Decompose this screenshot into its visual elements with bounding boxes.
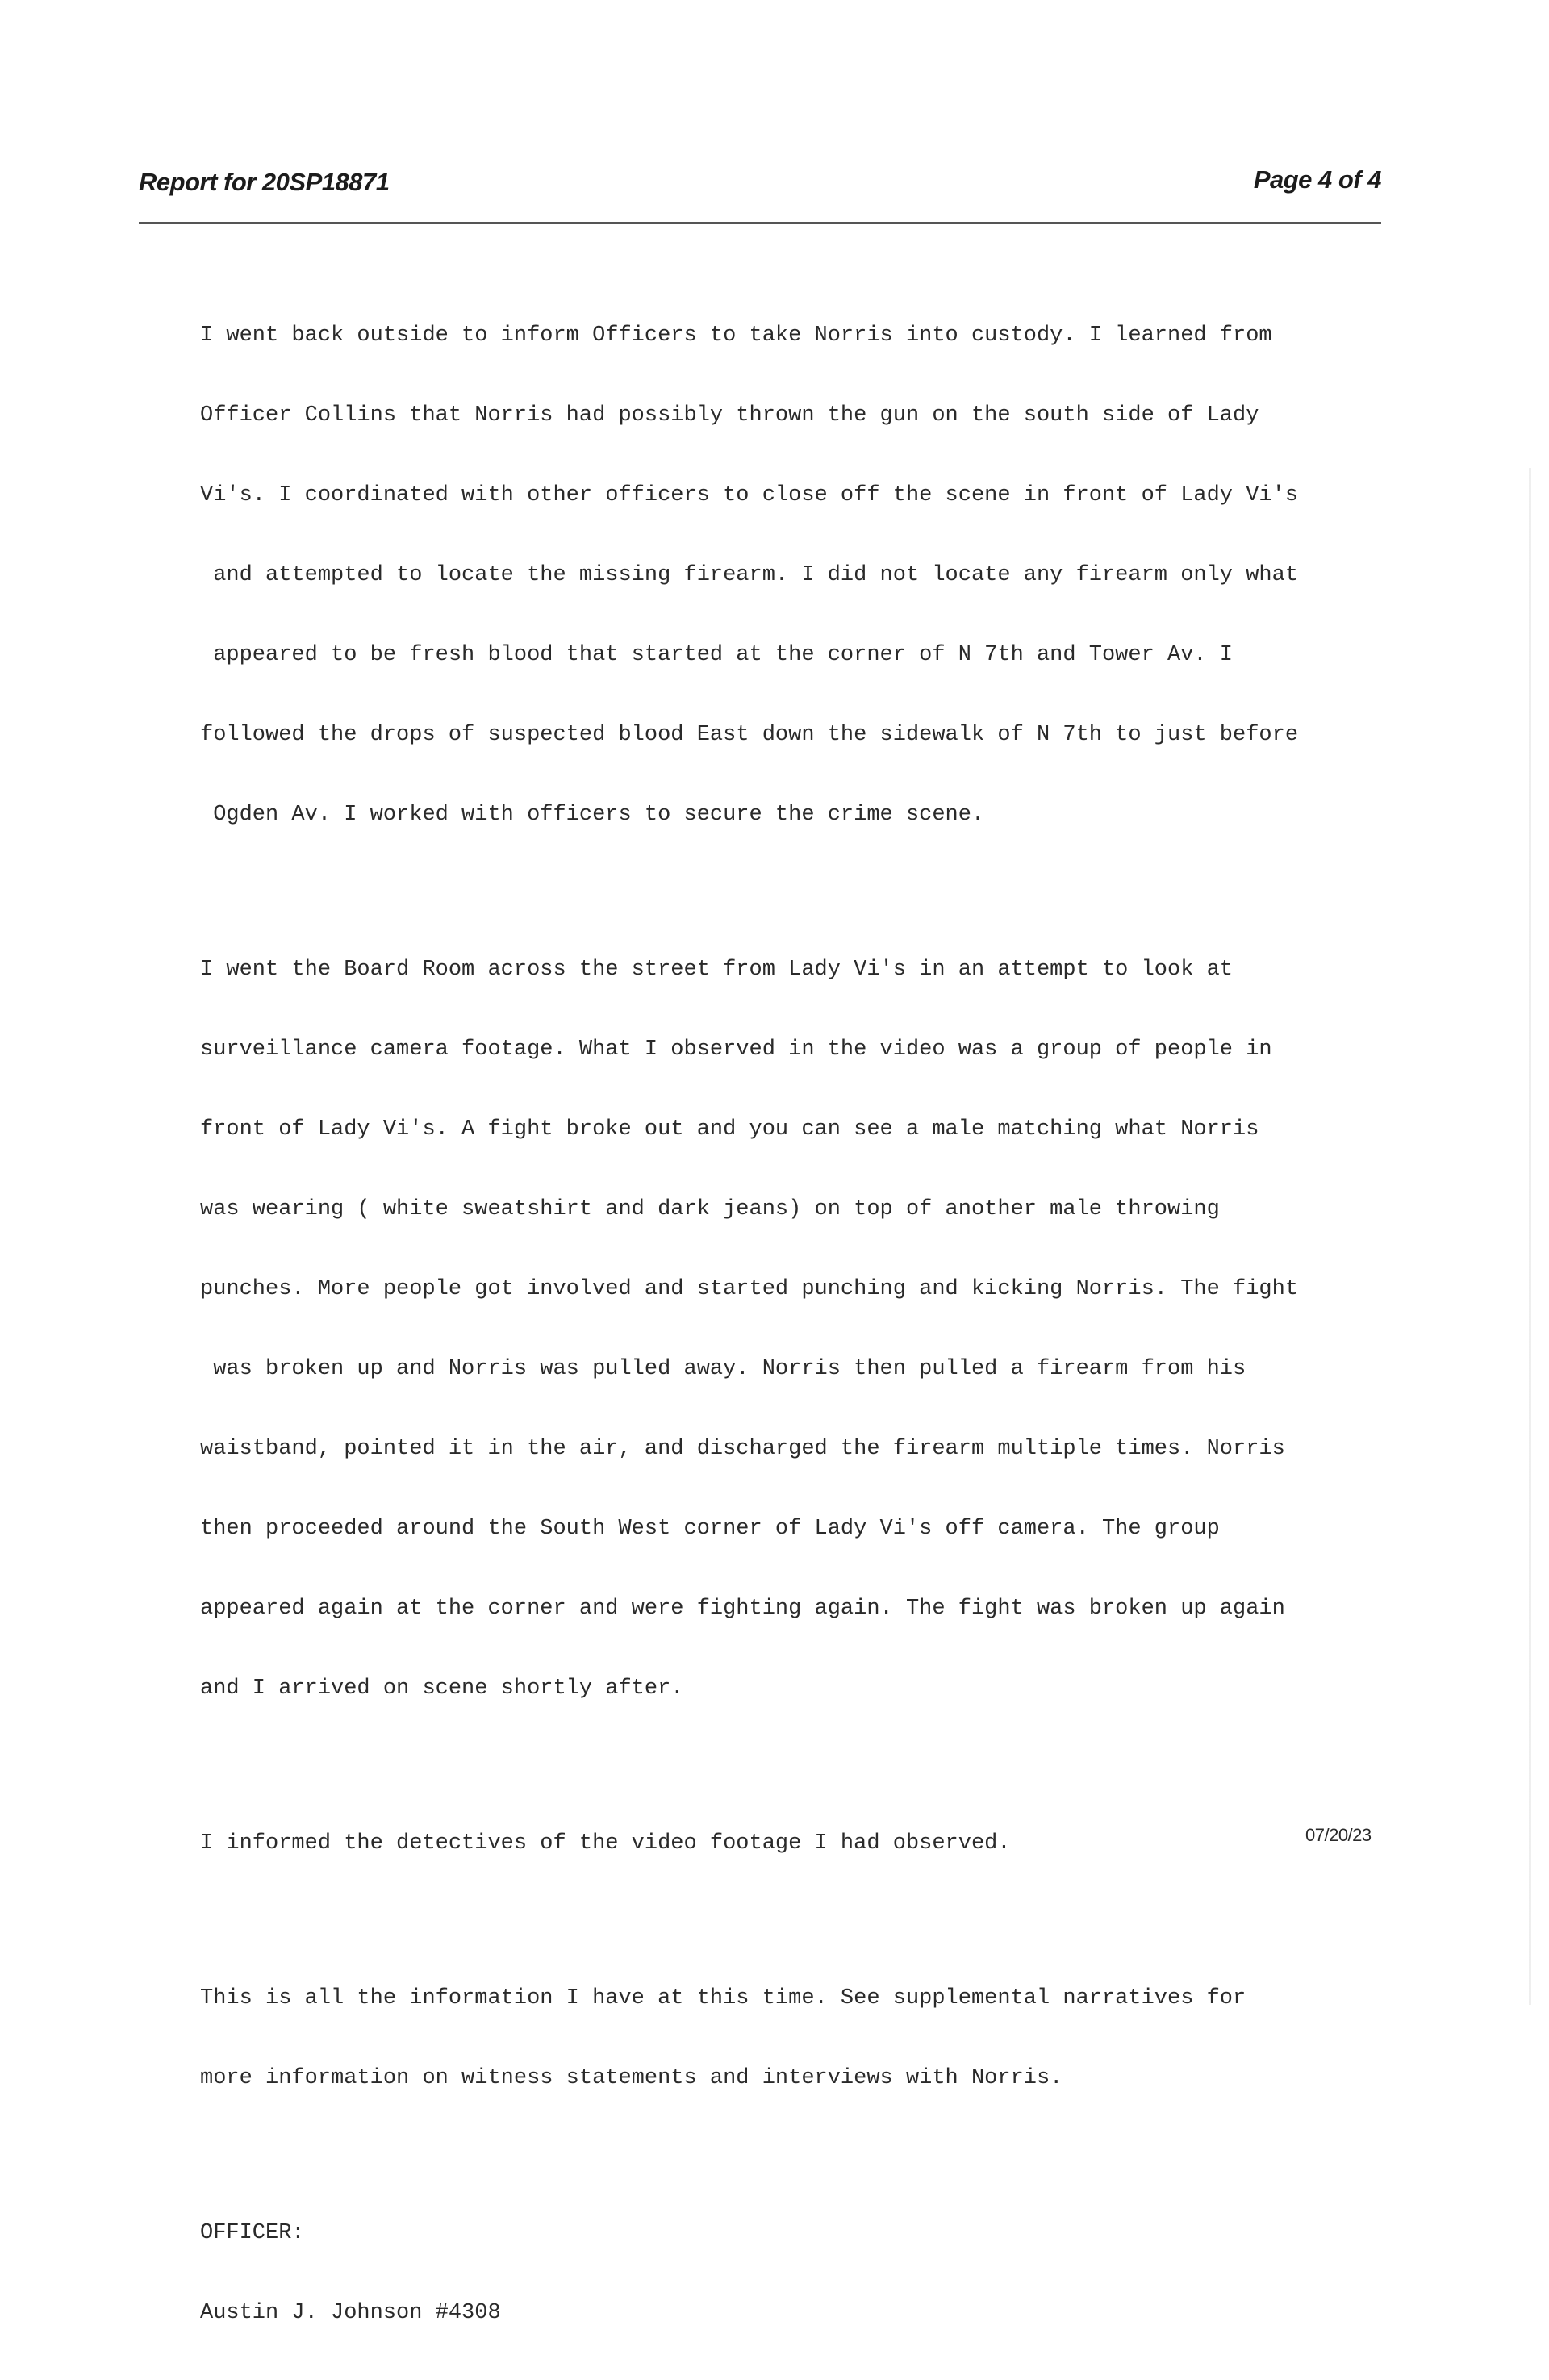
narrative-body: [200, 269, 1346, 2380]
text-line: more information on witness statements and interviews with Norris.: [200, 2066, 1063, 2090]
officer-signature-block: [200, 2167, 1346, 2380]
officer-name: Austin J. Johnson #4308: [200, 2301, 501, 2325]
text-line: Vi's. I coordinated with other officers to close off the scene in front of Lady Vi's: [200, 483, 1299, 507]
text-line: front of Lady Vi's. A fight broke out and you can see a male matching what Norris: [200, 1117, 1259, 1142]
text-line: I informed the detectives of the video footage I had observed.: [200, 1831, 1011, 1856]
text-line: waistband, pointed it in the air, and discharged the firearm multiple times. Norris: [200, 1437, 1285, 1461]
text-line: This is all the information I have at this time. See supplemental narratives for: [200, 1986, 1246, 2010]
text-line: appeared to be fresh blood that started at the corner of N 7th and Tower Av. I: [200, 643, 1234, 667]
text-line: and I arrived on scene shortly after.: [200, 1676, 684, 1701]
text-line: and attempted to locate the missing firearm. I did not locate any firearm only what: [200, 563, 1299, 587]
page-number: Page 4 of 4: [1253, 165, 1381, 194]
text-line: appeared again at the corner and were fighting again. The fight was broken up again: [200, 1597, 1285, 1621]
scan-edge-shadow: [1529, 468, 1531, 2005]
text-line: punches. More people got involved and started punching and kicking Norris. The fight: [200, 1277, 1299, 1301]
header-divider: [139, 222, 1381, 224]
officer-label: OFFICER:: [200, 2221, 305, 2245]
text-line: was broken up and Norris was pulled away. Norris then pulled a firearm from his: [200, 1357, 1246, 1381]
narrative-paragraph: [200, 1777, 1346, 1910]
footer-date: 07/20/23: [1305, 1825, 1372, 1845]
text-line: was wearing ( white sweatshirt and dark jeans) on top of another male throwing: [200, 1197, 1220, 1221]
text-line: then proceeded around the South West corner of Lady Vi's off camera. The group: [200, 1517, 1220, 1541]
text-line: I went the Board Room across the street from Lady Vi's in an attempt to look at: [200, 958, 1234, 982]
text-line: Ogden Av. I worked with officers to secure the crime scene.: [200, 803, 985, 827]
report-title: Report for 20SP18871: [139, 168, 390, 196]
narrative-paragraph: [200, 1932, 1346, 2145]
text-line: I went back outside to inform Officers to take Norris into custody. I learned from: [200, 324, 1272, 348]
text-line: Officer Collins that Norris had possibly thrown the gun on the south side of Lady: [200, 403, 1259, 428]
text-line: followed the drops of suspected blood East down the sidewalk of N 7th to just before: [200, 723, 1299, 747]
narrative-paragraph: [200, 269, 1346, 882]
report-header: [139, 161, 1381, 202]
narrative-paragraph: [200, 904, 1346, 1756]
text-line: surveillance camera footage. What I observed in the video was a group of people in: [200, 1038, 1272, 1062]
